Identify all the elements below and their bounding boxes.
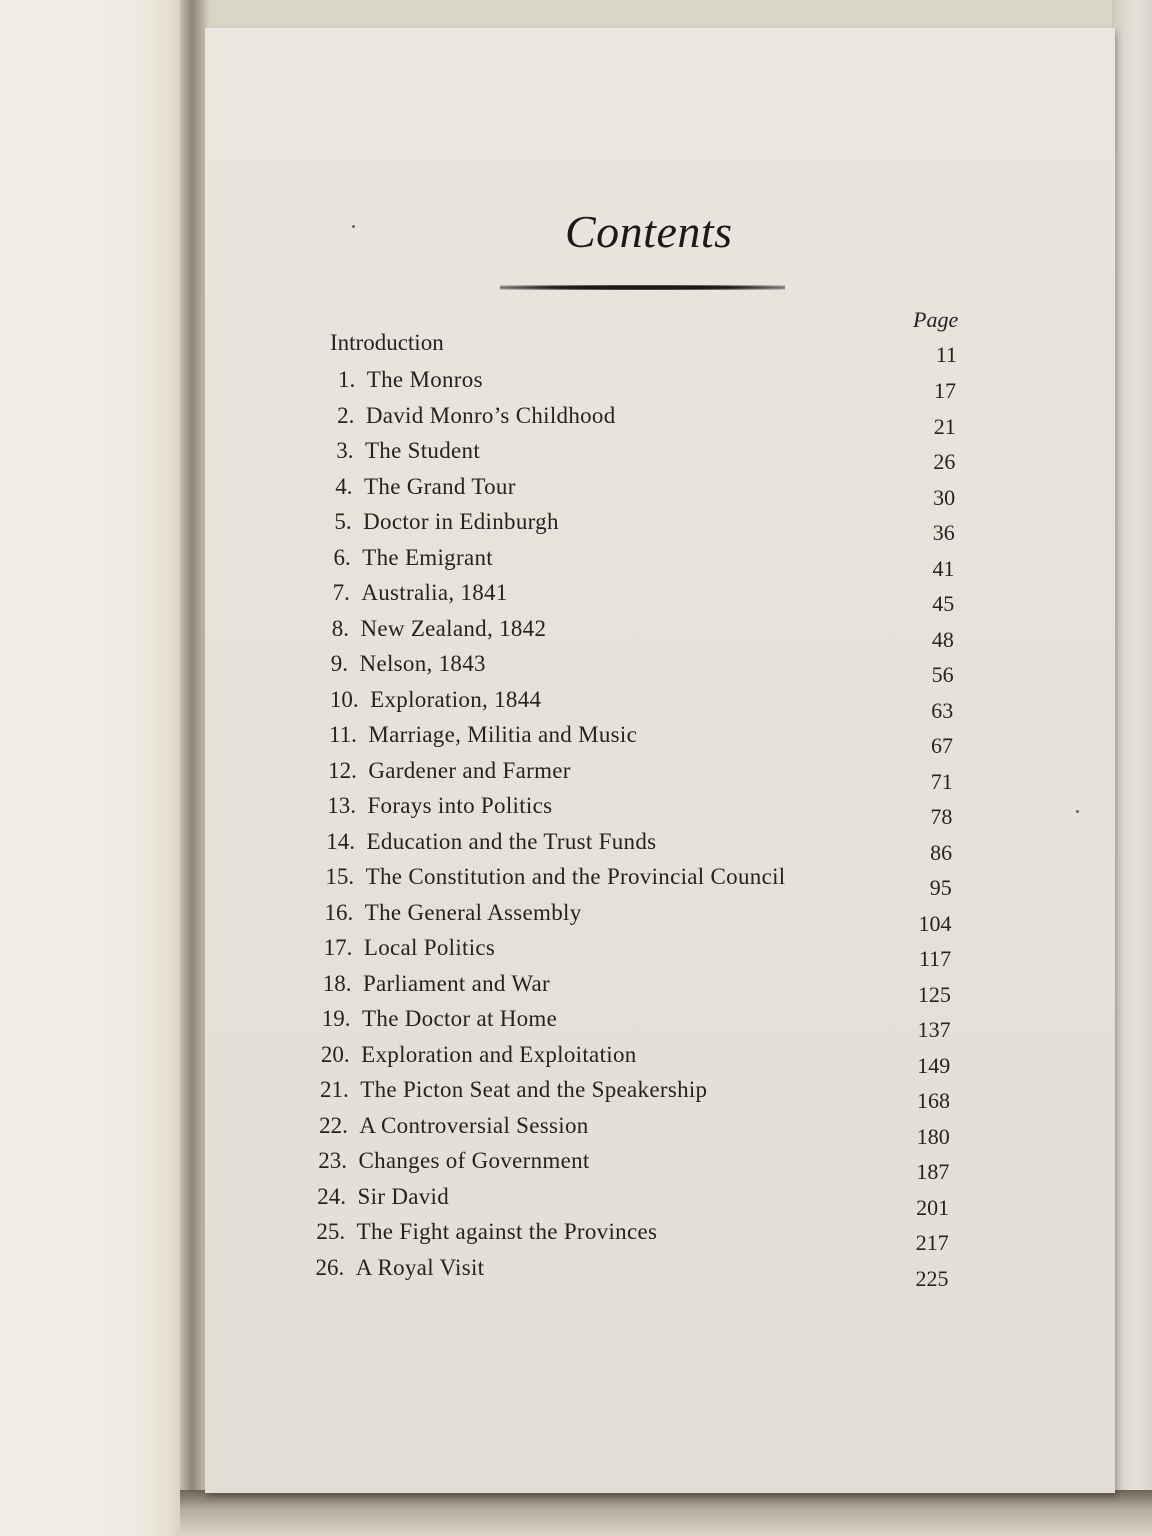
toc-chapter-entry: [328, 758, 571, 784]
chapter-number: 10.: [329, 686, 359, 712]
chapter-title: Education and the Trust Funds: [366, 828, 657, 854]
chapter-title: The Emigrant: [362, 544, 493, 570]
paper-speck: [352, 225, 355, 228]
toc-chapter-entry: [322, 1006, 557, 1032]
introduction-page-number: 11: [935, 342, 957, 367]
toc-chapter-entry: [333, 580, 508, 606]
book-bottom-edge: [180, 1490, 1152, 1536]
toc-chapter-entry: [335, 474, 515, 500]
chapter-title: Changes of Government: [358, 1148, 590, 1173]
chapter-page-number: 78: [930, 804, 953, 829]
paper-speck: [1076, 810, 1079, 813]
chapter-number: 8.: [331, 615, 349, 641]
chapter-title: Local Politics: [363, 935, 496, 960]
chapter-title: Exploration, 1844: [370, 686, 542, 712]
chapter-title: Forays into Politics: [367, 793, 553, 818]
toc-chapter-entry: [338, 367, 483, 393]
chapter-page-number: 26: [933, 449, 956, 474]
chapter-number: 17.: [323, 935, 353, 960]
chapter-number: 5.: [334, 509, 352, 534]
chapter-number: 3.: [336, 438, 354, 463]
toc-chapter-entry: [337, 403, 615, 429]
page-title: Contents: [565, 206, 733, 257]
toc-chapter-entry: [325, 864, 785, 890]
chapter-number: 26.: [315, 1254, 345, 1280]
toc-chapter-entry: [326, 829, 656, 855]
toc-chapter-entry: [316, 1219, 657, 1245]
introduction-label: Introduction: [330, 330, 444, 355]
chapter-number: 1.: [338, 367, 356, 392]
toc-chapter-entry: [330, 687, 541, 713]
chapter-title: Parliament and War: [362, 970, 551, 996]
chapter-title: A Controversial Session: [359, 1112, 589, 1138]
toc-chapter-entry: [334, 545, 493, 571]
toc-chapter-entry: [334, 509, 558, 535]
chapter-number: 24.: [317, 1183, 347, 1209]
chapter-number: 2.: [337, 402, 355, 428]
chapter-title: The Monros: [366, 367, 483, 392]
chapter-page-number: 30: [933, 484, 956, 510]
chapter-number: 21.: [320, 1077, 349, 1102]
chapter-page-number: 48: [931, 626, 954, 652]
left-page: [0, 0, 190, 1536]
toc-chapter-entry: [332, 616, 547, 642]
toc-chapter-entry: [325, 900, 582, 926]
chapter-number: 22.: [319, 1112, 348, 1138]
chapter-page-number: 117: [919, 946, 952, 971]
chapter-page-number: 168: [917, 1088, 950, 1113]
chapter-page-number: 56: [931, 662, 954, 687]
chapter-title: Gardener and Farmer: [368, 757, 571, 783]
chapter-title: Marriage, Militia and Music: [368, 722, 638, 747]
chapter-number: 9.: [330, 651, 349, 676]
chapter-number: 11.: [329, 722, 357, 747]
chapter-number: 13.: [327, 793, 356, 818]
chapter-title: The Constitution and the Provincial Council: [365, 864, 786, 889]
chapter-page-number: 36: [932, 520, 955, 545]
chapter-number: 16.: [324, 899, 354, 925]
chapter-title: Australia, 1841: [361, 580, 508, 605]
chapter-page-number: 63: [931, 697, 954, 723]
toc-chapter-entry: [316, 1255, 485, 1281]
chapter-page-number: 45: [932, 591, 955, 616]
toc-chapter-entry: [320, 1077, 707, 1103]
chapter-page-number: 21: [933, 413, 956, 439]
chapter-number: 4.: [335, 473, 353, 499]
toc-chapter-entry: [336, 438, 480, 464]
chapter-page-number: 187: [916, 1159, 950, 1184]
chapter-number: 15.: [325, 864, 355, 889]
chapter-title: The Grand Tour: [364, 473, 516, 499]
chapter-number: 19.: [321, 1006, 351, 1031]
chapter-number: 18.: [322, 970, 352, 996]
chapter-number: 25.: [316, 1219, 346, 1244]
chapter-page-number: 180: [916, 1123, 950, 1149]
chapter-title: The Student: [364, 438, 481, 463]
page-edge: [1112, 0, 1152, 1536]
chapter-title: The Picton Seat and the Speakership: [360, 1077, 708, 1102]
chapter-title: A Royal Visit: [355, 1254, 485, 1280]
chapter-title: New Zealand, 1842: [360, 615, 547, 641]
chapter-page-number: 86: [930, 839, 953, 865]
chapter-page-number: 17: [934, 378, 956, 403]
chapter-title: The Doctor at Home: [362, 1006, 558, 1031]
toc-chapter-entry: [323, 971, 550, 997]
toc-chapter-entry: [327, 793, 552, 819]
chapter-page-number: 67: [931, 733, 953, 758]
toc-chapter-entry: [331, 651, 486, 677]
toc-chapter-entry: [321, 1042, 637, 1068]
chapter-title: The Fight against the Provinces: [356, 1219, 658, 1244]
chapter-page-number: 225: [915, 1265, 949, 1291]
chapter-page-number: 41: [932, 555, 955, 581]
chapter-page-number: 125: [917, 981, 951, 1007]
toc-chapter-entry: [317, 1184, 449, 1210]
chapter-page-number: 95: [929, 875, 952, 900]
chapter-number: 12.: [328, 757, 357, 783]
chapter-title: Exploration and Exploitation: [361, 1041, 637, 1067]
chapter-title: Sir David: [357, 1183, 450, 1209]
chapter-number: 14.: [326, 828, 356, 854]
chapter-number: 20.: [320, 1041, 350, 1067]
chapter-number: 23.: [318, 1148, 347, 1173]
title-rule: [500, 285, 785, 290]
chapter-number: 6.: [333, 544, 351, 570]
chapter-page-number: 137: [917, 1017, 951, 1042]
chapter-page-number: 217: [915, 1230, 949, 1255]
chapter-page-number: 71: [930, 768, 953, 794]
chapter-title: Doctor in Edinburgh: [363, 509, 559, 534]
chapter-page-number: 104: [918, 910, 952, 936]
toc-chapter-entry: [324, 935, 496, 961]
toc-chapter-entry: [329, 722, 637, 748]
toc-chapter-entry: [318, 1148, 589, 1174]
chapter-title: David Monro’s Childhood: [365, 402, 616, 428]
page-column-header: Page: [913, 307, 959, 332]
chapter-title: Nelson, 1843: [359, 651, 486, 676]
toc-chapter-entry: [319, 1113, 588, 1139]
chapter-page-number: 149: [917, 1052, 951, 1078]
chapter-title: The General Assembly: [364, 899, 582, 925]
chapter-page-number: 201: [916, 1194, 950, 1220]
chapter-number: 7.: [332, 580, 350, 605]
